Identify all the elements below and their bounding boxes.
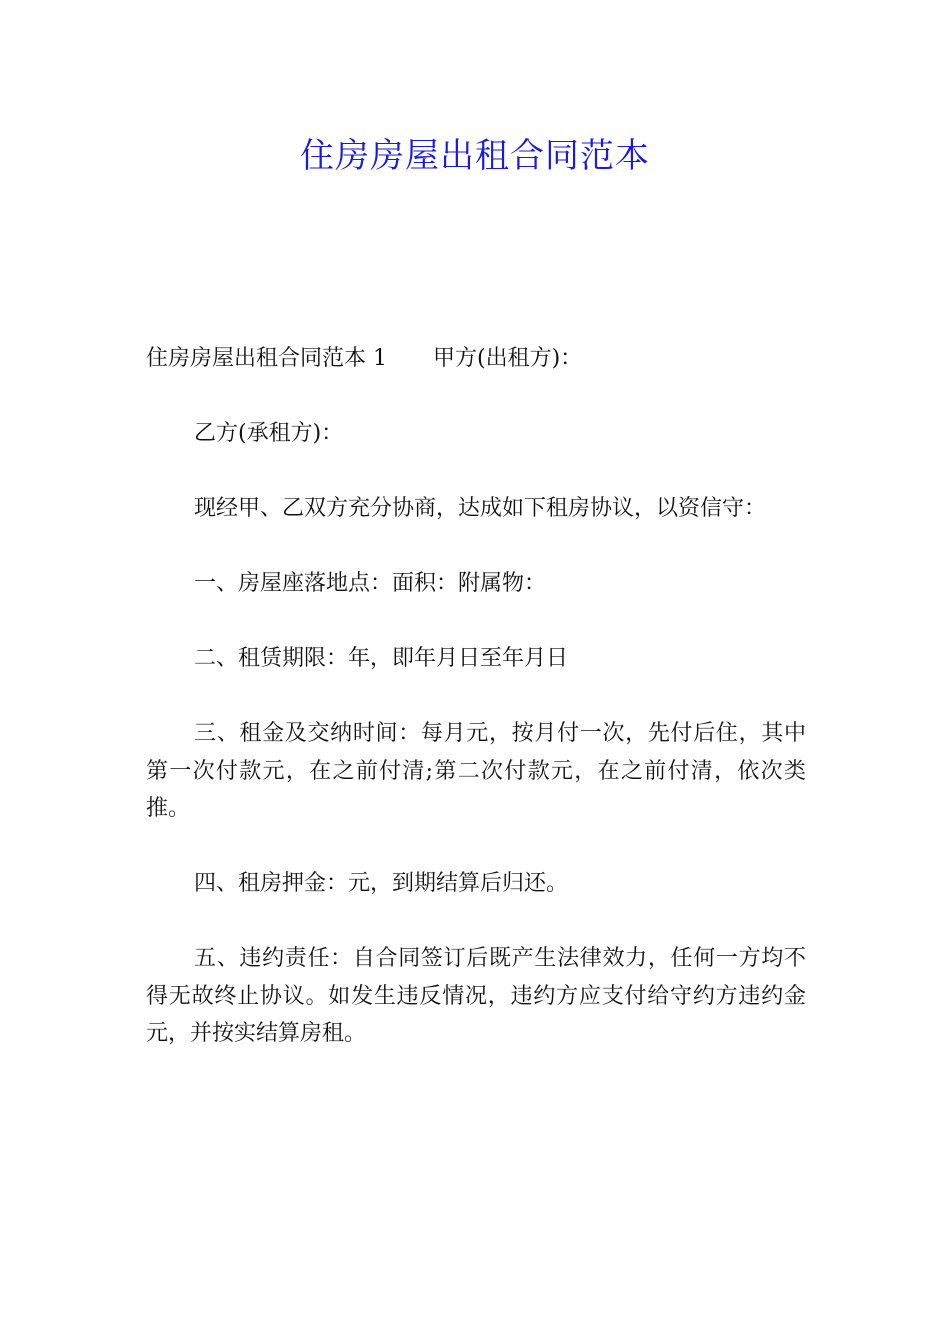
- party-a-label: 甲方(出租方)：: [433, 346, 583, 371]
- contract-number-label: 住房房屋出租合同范本 1: [146, 346, 387, 371]
- clause-4-paragraph: 四、租房押金：元，到期结算后归还。: [194, 871, 569, 896]
- party-b-paragraph: 乙方(承租方)：: [194, 421, 344, 446]
- document-body: [146, 340, 806, 1090]
- document-title: 住房房屋出租合同范本: [300, 136, 650, 176]
- agreement-intro-paragraph: 现经甲、乙双方充分协商，达成如下租房协议，以资信守：: [194, 496, 767, 521]
- heading-line: [146, 340, 806, 378]
- clause-3-paragraph: 三、租金及交纳时间：每月元，按月付一次，先付后住，其中第一次付款元，在之前付清;第二次付款元，在之前付清，依次类推。: [146, 721, 806, 821]
- clause-1-paragraph: 一、房屋座落地点：面积：附属物：: [194, 571, 547, 596]
- clause-2-paragraph: 二、租赁期限：年，即年月日至年月日: [194, 646, 569, 671]
- clause-5-paragraph: 五、违约责任：自合同签订后既产生法律效力，任何一方均不得无故终止协议。如发生违反情况，违约方应支付给守约方违约金元，并按实结算房租。: [146, 946, 806, 1046]
